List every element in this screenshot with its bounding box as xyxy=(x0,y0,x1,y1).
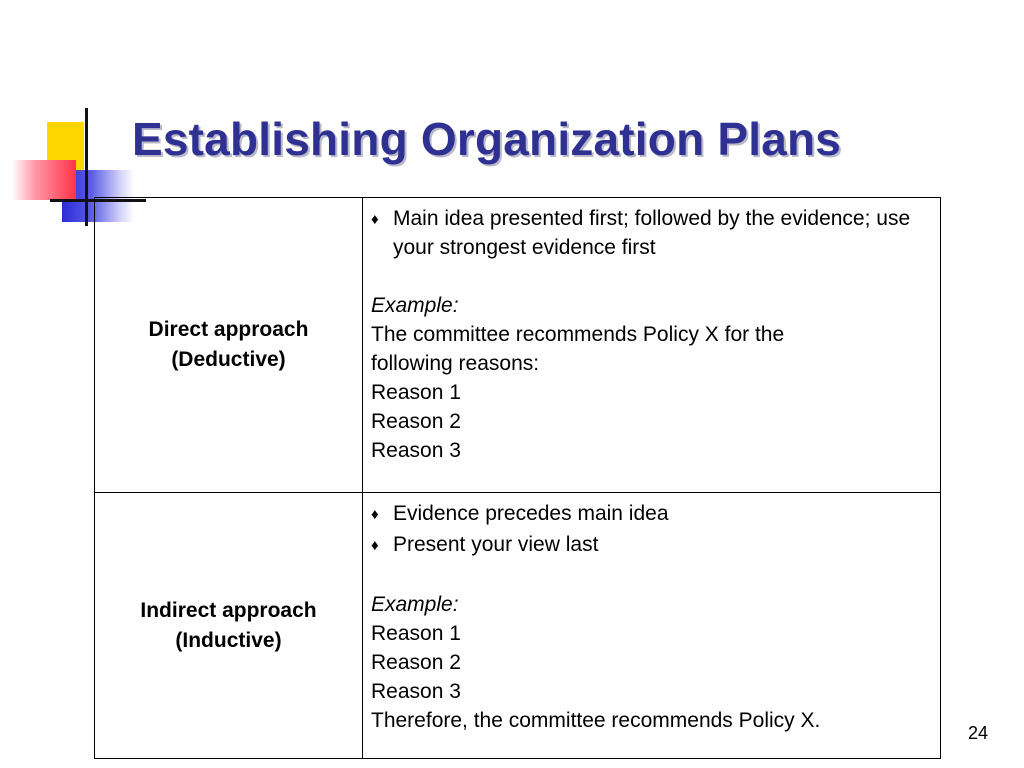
example-line: Reason 1 xyxy=(371,622,461,645)
label-direct-approach: Direct approach xyxy=(148,318,309,341)
diamond-bullet-icon: ♦ xyxy=(371,537,379,554)
table-row-indirect xyxy=(95,493,941,759)
label-cell-direct xyxy=(95,198,363,493)
bullet-text: Main idea presented first; followed by the evidence; use your strongest evidence first xyxy=(393,207,911,259)
ornament-vertical-line xyxy=(85,108,88,226)
label-inductive: (Inductive) xyxy=(175,628,282,652)
example-line: Reason 3 xyxy=(371,680,461,703)
bullet-item xyxy=(371,530,932,561)
example-line: Reason 1 xyxy=(371,381,461,404)
content-cell-indirect xyxy=(363,493,941,759)
organization-plans-table xyxy=(94,197,941,759)
label-indirect-approach: Indirect approach xyxy=(140,598,317,622)
example-line: Therefore, the committee recommends Policy X. xyxy=(371,709,821,732)
slide-title: Establishing Organization Plans xyxy=(132,113,842,165)
bullet-text: Present your view last xyxy=(393,533,599,556)
table-row-direct xyxy=(95,198,941,493)
diamond-bullet-icon: ♦ xyxy=(371,506,379,523)
diamond-bullet-icon: ♦ xyxy=(371,211,379,228)
label-deductive: (Deductive) xyxy=(171,348,286,371)
ornament-red-bar xyxy=(12,160,76,200)
example-label: Example: xyxy=(371,294,459,317)
bullet-item xyxy=(371,499,932,530)
example-line: following reasons: xyxy=(371,352,540,375)
example-line: Reason 3 xyxy=(371,439,461,462)
content-cell-direct xyxy=(363,198,941,493)
example-line: Reason 2 xyxy=(371,651,461,674)
bullet-text: Evidence precedes main idea xyxy=(393,502,669,525)
example-line: The committee recommends Policy X for the xyxy=(371,323,785,346)
bullet-item xyxy=(371,204,932,262)
page-number: 24 xyxy=(968,723,989,743)
label-cell-indirect xyxy=(95,493,363,759)
example-label: Example: xyxy=(371,593,459,616)
example-line: Reason 2 xyxy=(371,410,461,433)
corner-ornament xyxy=(0,0,140,230)
